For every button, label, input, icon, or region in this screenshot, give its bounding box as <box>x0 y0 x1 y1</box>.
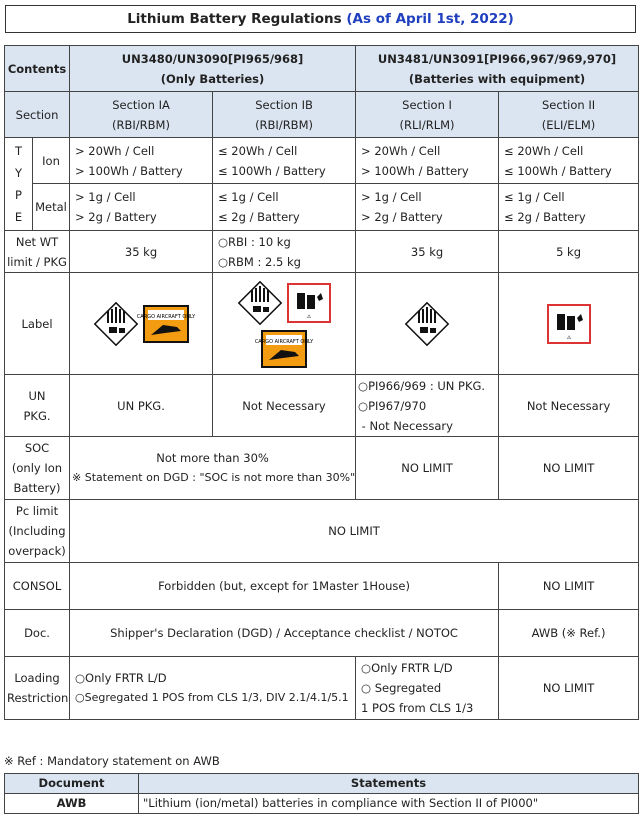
pc-value: NO LIMIT <box>70 500 639 563</box>
loading-only-batteries: ○Only FRTR L/D ○Segregated 1 POS from CLS 1/3, DIV 2.1/4.1/5.1 <box>70 657 356 720</box>
ref-col-statements: Statements <box>139 774 639 794</box>
metal-ia: > 1g / Cell > 2g / Battery <box>70 184 213 231</box>
label-label: Label <box>5 273 70 375</box>
page-title <box>5 5 636 33</box>
consol-label: CONSOL <box>5 563 70 610</box>
soc-row <box>5 437 639 500</box>
ref-row <box>5 794 639 814</box>
ion-i: > 20Wh / Cell > 100Wh / Battery <box>356 138 499 184</box>
soc-only-batteries: Not more than 30% ※ Statement on DGD : "SOC is not more than 30%" <box>70 437 356 500</box>
unpkg-ii: Not Necessary <box>499 375 639 437</box>
netwt-label: Net WT limit / PKG <box>5 231 70 273</box>
label-ii <box>499 273 639 375</box>
group2-desc: (Batteries with equipment) <box>408 71 586 86</box>
section-label: Section <box>5 92 70 138</box>
soc-label: SOC (only Ion Battery) <box>5 437 70 500</box>
netwt-ii: 5 kg <box>499 231 639 273</box>
netwt-ia: 35 kg <box>70 231 213 273</box>
unpkg-label: UN PKG. <box>5 375 70 437</box>
group-only-batteries <box>70 46 356 92</box>
netwt-ib: ○RBI : 10 kg ○RBM : 2.5 kg <box>213 231 356 273</box>
metal-ib: ≤ 1g / Cell ≤ 2g / Battery <box>213 184 356 231</box>
doc-label: Doc. <box>5 610 70 657</box>
consol-value: Forbidden (but, except for 1Master 1House) <box>70 563 499 610</box>
pc-row <box>5 500 639 563</box>
label-ia <box>70 273 213 375</box>
netwt-i: 35 kg <box>356 231 499 273</box>
type-metal-row <box>5 184 639 231</box>
cargo-aircraft-only-icon <box>254 330 314 368</box>
loading-label: Loading Restriction <box>5 657 70 720</box>
svg-text:CARGO AIRCRAFT ONLY: CARGO AIRCRAFT ONLY <box>254 338 314 345</box>
ion-ia: > 20Wh / Cell > 100Wh / Battery <box>70 138 213 184</box>
group1-code: UN3480/UN3090[PI965/968] <box>121 51 304 66</box>
class9-hazard-icon <box>93 301 139 347</box>
ref-table <box>4 773 639 814</box>
consol-row <box>5 563 639 610</box>
section-row <box>5 92 639 138</box>
loading-i: ○Only FRTR L/D ○ Segregated 1 POS from CLS 1/3 <box>356 657 499 720</box>
metal-i: > 1g / Cell > 2g / Battery <box>356 184 499 231</box>
cargo-aircraft-only-icon <box>136 305 196 343</box>
contents-header: Contents <box>5 46 70 92</box>
label-row <box>5 273 639 375</box>
doc-ii: AWB (※ Ref.) <box>499 610 639 657</box>
svg-text:CARGO AIRCRAFT ONLY: CARGO AIRCRAFT ONLY <box>136 313 196 320</box>
label-ib <box>213 273 356 375</box>
unpkg-ia: UN PKG. <box>70 375 213 437</box>
consol-ii: NO LIMIT <box>499 563 639 610</box>
section-ia: Section IA (RBI/RBM) <box>70 92 213 138</box>
netwt-row <box>5 231 639 273</box>
header-row <box>5 46 639 92</box>
regulations-table <box>4 45 639 720</box>
lithium-battery-mark-icon <box>287 283 331 323</box>
metal-ii: ≤ 1g / Cell ≤ 2g / Battery <box>499 184 639 231</box>
loading-ii: NO LIMIT <box>499 657 639 720</box>
class9-hazard-icon <box>404 301 450 347</box>
ref-col-document: Document <box>5 774 139 794</box>
ref-statement: "Lithium (ion/metal) batteries in compliance with Section II of PI000" <box>139 794 639 814</box>
group-with-equipment <box>356 46 639 92</box>
section-ib: Section IB (RBI/RBM) <box>213 92 356 138</box>
lithium-battery-mark-icon <box>547 304 591 344</box>
ref-note: ※ Ref : Mandatory statement on AWB <box>4 754 220 768</box>
group1-desc: (Only Batteries) <box>160 71 265 86</box>
ref-doc: AWB <box>5 794 139 814</box>
type-metal-label: Metal <box>33 184 70 231</box>
svg-text:⚠: ⚠ <box>566 334 571 341</box>
doc-row <box>5 610 639 657</box>
type-ion-label: Ion <box>33 138 70 184</box>
section-ii: Section II (ELI/ELM) <box>499 92 639 138</box>
ref-header-row <box>5 774 639 794</box>
unpkg-i: ○PI966/969 : UN PKG. ○PI967/970 - Not Necessary <box>356 375 499 437</box>
svg-text:⚠: ⚠ <box>306 313 312 320</box>
doc-value: Shipper's Declaration (DGD) / Acceptance checklist / NOTOC <box>70 610 499 657</box>
title-date: (As of April 1st, 2022) <box>346 11 514 27</box>
soc-ii: NO LIMIT <box>499 437 639 500</box>
ion-ib: ≤ 20Wh / Cell ≤ 100Wh / Battery <box>213 138 356 184</box>
type-letters: T Y P E <box>5 138 33 231</box>
loading-row <box>5 657 639 720</box>
unpkg-row <box>5 375 639 437</box>
pc-label: Pc limit (Including overpack) <box>5 500 70 563</box>
ion-ii: ≤ 20Wh / Cell ≤ 100Wh / Battery <box>499 138 639 184</box>
section-i: Section I (RLI/RLM) <box>356 92 499 138</box>
unpkg-ib: Not Necessary <box>213 375 356 437</box>
group2-code: UN3481/UN3091[PI966,967/969,970] <box>377 51 617 66</box>
soc-i: NO LIMIT <box>356 437 499 500</box>
title-main: Lithium Battery Regulations <box>127 11 342 27</box>
type-ion-row <box>5 138 639 184</box>
label-i <box>356 273 499 375</box>
class9-hazard-icon <box>237 280 283 326</box>
